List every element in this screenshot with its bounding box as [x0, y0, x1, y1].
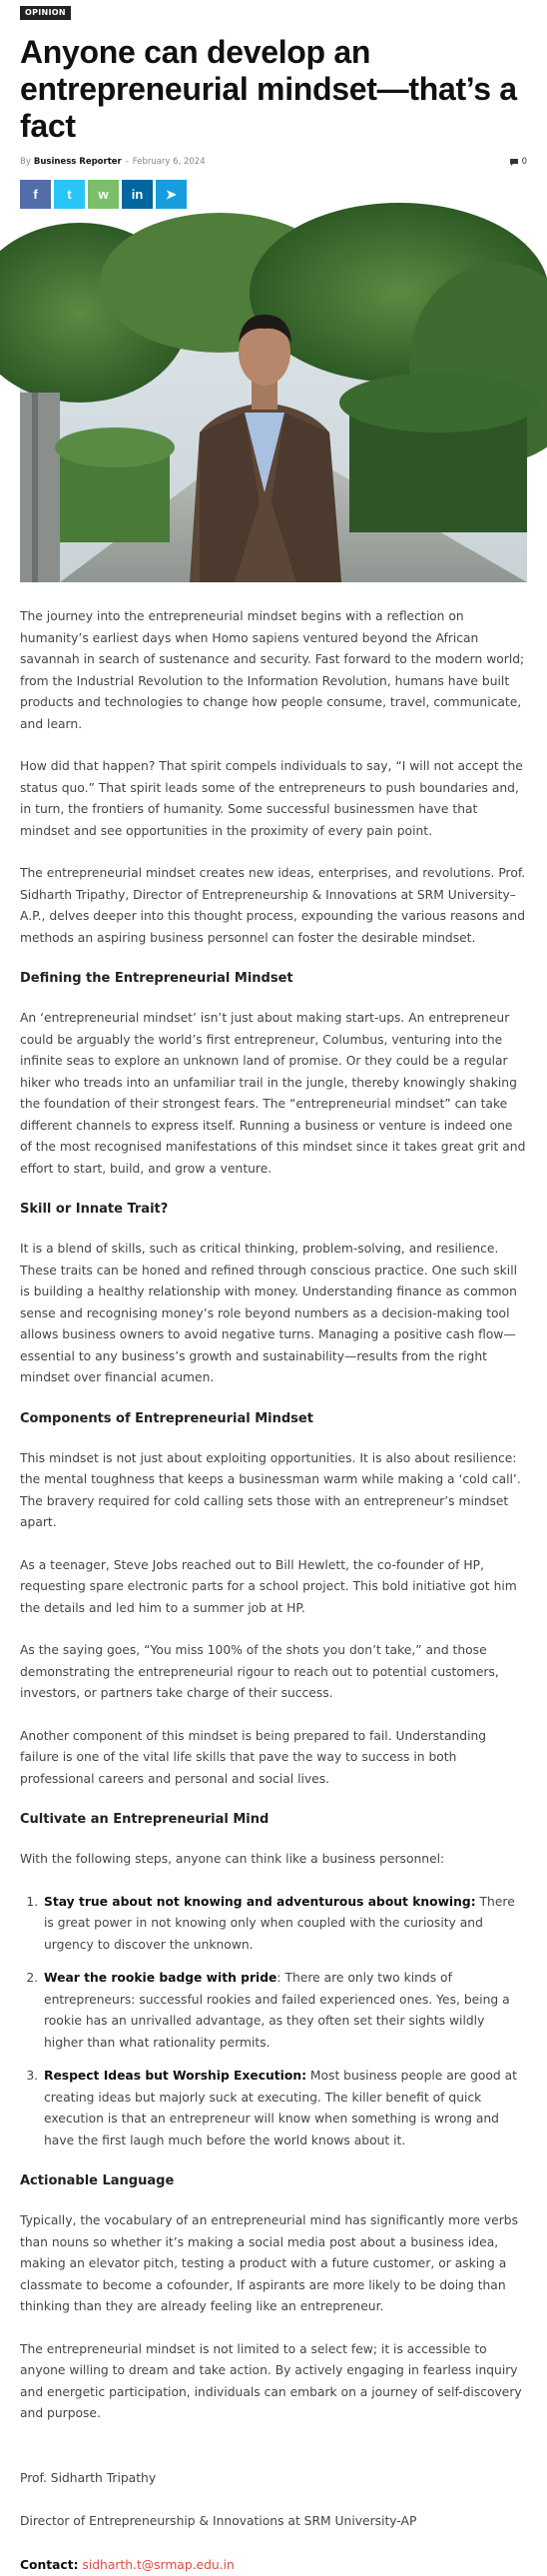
paragraph: The entrepreneurial mindset is not limited to a select few; it is accessible to anyone willing to dream and take action. By actively engaging in fearless inquiry and energetic participation, individuals can embark on a journey of self-discovery and purpose. — [20, 2339, 527, 2425]
article-body — [20, 606, 527, 2576]
steps-list — [42, 1892, 527, 2152]
contact-line — [20, 2555, 527, 2576]
paragraph: The entrepreneurial mindset creates new ideas, enterprises, and revolutions. Prof. Sidharth Tripathy, Director of Entrepreneurship & Innovations at SRM University– A.P., delves deeper into this thought process, expounding the various reasons and methods an aspiring business personnel can foster the desirable mindset. — [20, 863, 527, 949]
contact-email-link[interactable]: sidharth.t@srmap.edu.in — [82, 2558, 234, 2572]
telegram-icon: ➤ — [166, 187, 177, 203]
paragraph: Typically, the vocabulary of an entrepreneurial mind has significantly more verbs than nouns so whether it’s making a social media post about a business idea, making an elevator pitch, testing a product with a future customer, or asking a classmate to become a cofounder, If aspirants are more likely to be doing than thinking than they are already feeling like an entrepreneur. — [20, 2210, 527, 2318]
facebook-icon: f — [33, 187, 37, 202]
hero-image — [20, 243, 527, 582]
meta-separator: - — [126, 157, 129, 167]
paragraph: This mindset is not just about exploiting opportunities. It is also about resilience: the mental toughness that keeps a businessman warm while making a ‘cold call’. The bravery required for cold calling sets those with an entrepreneur’s mindset apart. — [20, 1448, 527, 1534]
section-heading: Skill or Innate Trait? — [20, 1201, 527, 1219]
share-facebook-button[interactable] — [20, 180, 51, 209]
section-heading: Cultivate an Entrepreneurial Mind — [20, 1811, 527, 1829]
signature-title: Director of Entrepreneurship & Innovations at SRM University-AP — [20, 2511, 527, 2533]
comment-icon — [509, 158, 519, 167]
paragraph: It is a blend of skills, such as critical thinking, problem-solving, and resilience. These traits can be honed and refined through conscious practice. One such skill is building a healthy relationship with money. Understanding finance as common sense and recognising money’s role beyond numbers as a decision-making tool allows business owners to avoid negative turns. Managing a positive cash flow—essential to any business’s growth and sustainability—results from the right mindset over financial acumen. — [20, 1239, 527, 1389]
list-item — [42, 1892, 527, 1957]
whatsapp-icon: w — [98, 187, 108, 202]
publish-date: February 6, 2024 — [133, 157, 206, 167]
list-item-title: Wear the rookie badge with pride — [44, 1971, 276, 1985]
share-twitter-button[interactable] — [54, 180, 85, 209]
comment-count: 0 — [522, 157, 527, 167]
share-telegram-button[interactable] — [156, 180, 187, 209]
section-heading: Defining the Entrepreneurial Mindset — [20, 970, 527, 988]
list-item-title: Stay true about not knowing and adventurous about knowing: — [44, 1895, 476, 1909]
section-heading: Actionable Language — [20, 2172, 527, 2190]
paragraph: How did that happen? That spirit compels individuals to say, “I will not accept the status quo.” That spirit leads some of the entrepreneurs to push boundaries and, in turn, the frontiers of humanity. Some successful businessmen have that mindset and see opportunities in the proximity of every pain point. — [20, 756, 527, 842]
share-linkedin-button[interactable] — [122, 180, 153, 209]
linkedin-icon: in — [132, 187, 144, 202]
comments-link[interactable] — [509, 157, 527, 167]
paragraph: As a teenager, Steve Jobs reached out to Bill Hewlett, the co-founder of HP, requesting spare electronic parts for a school project. This bold initiative got him the details and led him to a summer job at HP. — [20, 1555, 527, 1620]
signature-name: Prof. Sidharth Tripathy — [20, 2468, 527, 2490]
article-title: Anyone can develop an entrepreneurial mindset—that’s a fact — [20, 34, 527, 145]
share-whatsapp-button[interactable] — [88, 180, 119, 209]
paragraph: Another component of this mindset is being prepared to fail. Understanding failure is one of the vital life skills that pave the way to success in both professional careers and personal and social lives. — [20, 1726, 527, 1791]
paragraph: With the following steps, anyone can think like a business personnel: — [20, 1849, 527, 1871]
category-badge[interactable]: OPINION — [20, 6, 71, 20]
contact-label: Contact: — [20, 2558, 79, 2572]
list-item-text: There is great power in not knowing only when coupled with the curiosity and urgency to discover the unknown. — [44, 1895, 515, 1952]
article-meta — [20, 155, 527, 169]
byline-prefix: By — [20, 157, 31, 167]
list-item — [42, 2066, 527, 2151]
section-heading: Components of Entrepreneurial Mindset — [20, 1410, 527, 1428]
twitter-icon: t — [67, 187, 71, 202]
author-link[interactable]: Business Reporter — [34, 157, 122, 167]
paragraph: As the saying goes, “You miss 100% of the shots you don’t take,” and those demonstrating the entrepreneurial rigour to reach out to potential customers, investors, or partners take charge of their success. — [20, 1640, 527, 1705]
list-item-text: Most business people are good at creating ideas but majorly suck at executing. The killer benefit of quick execution is that an entrepreneur will know when something is wrong and have the first laugh much before the world knows about it. — [44, 2069, 517, 2147]
list-item-title: Respect Ideas but Worship Execution: — [44, 2069, 306, 2083]
paragraph: An ‘entrepreneurial mindset’ isn’t just about making start-ups. An entrepreneur could be arguably the world’s first entrepreneur, Columbus, venturing into the infinite seas to explore an unknown land of promise. Or they could be a regular hiker who treads into an unfamiliar trail in the jungle, thereby knowingly shaking the foundation of their strongest fears. The “entrepreneurial mindset” can take different channels to express itself. Running a business or venture is indeed one of the most recognised manifestations of this mindset since it takes great grit and effort to start, build, and grow a venture. — [20, 1008, 527, 1180]
share-bar — [20, 180, 527, 209]
paragraph: The journey into the entrepreneurial mindset begins with a reflection on humanity’s earliest days when Homo sapiens ventured beyond the African savannah in search of sustenance and security. Fast forward to the modern world; from the Industrial Revolution to the Information Revolution, humans have built products and technologies to change how people consume, travel, communicate, and learn. — [20, 606, 527, 735]
list-item — [42, 1968, 527, 2054]
list-item-text: : There are only two kinds of entrepreneurs: successful rookies and failed experienced ones. Yes, being a rookie has an unrivalled advantage, as they often set their sights wildly higher than what rationality permits. — [44, 1971, 510, 2050]
spacer — [20, 2446, 527, 2468]
